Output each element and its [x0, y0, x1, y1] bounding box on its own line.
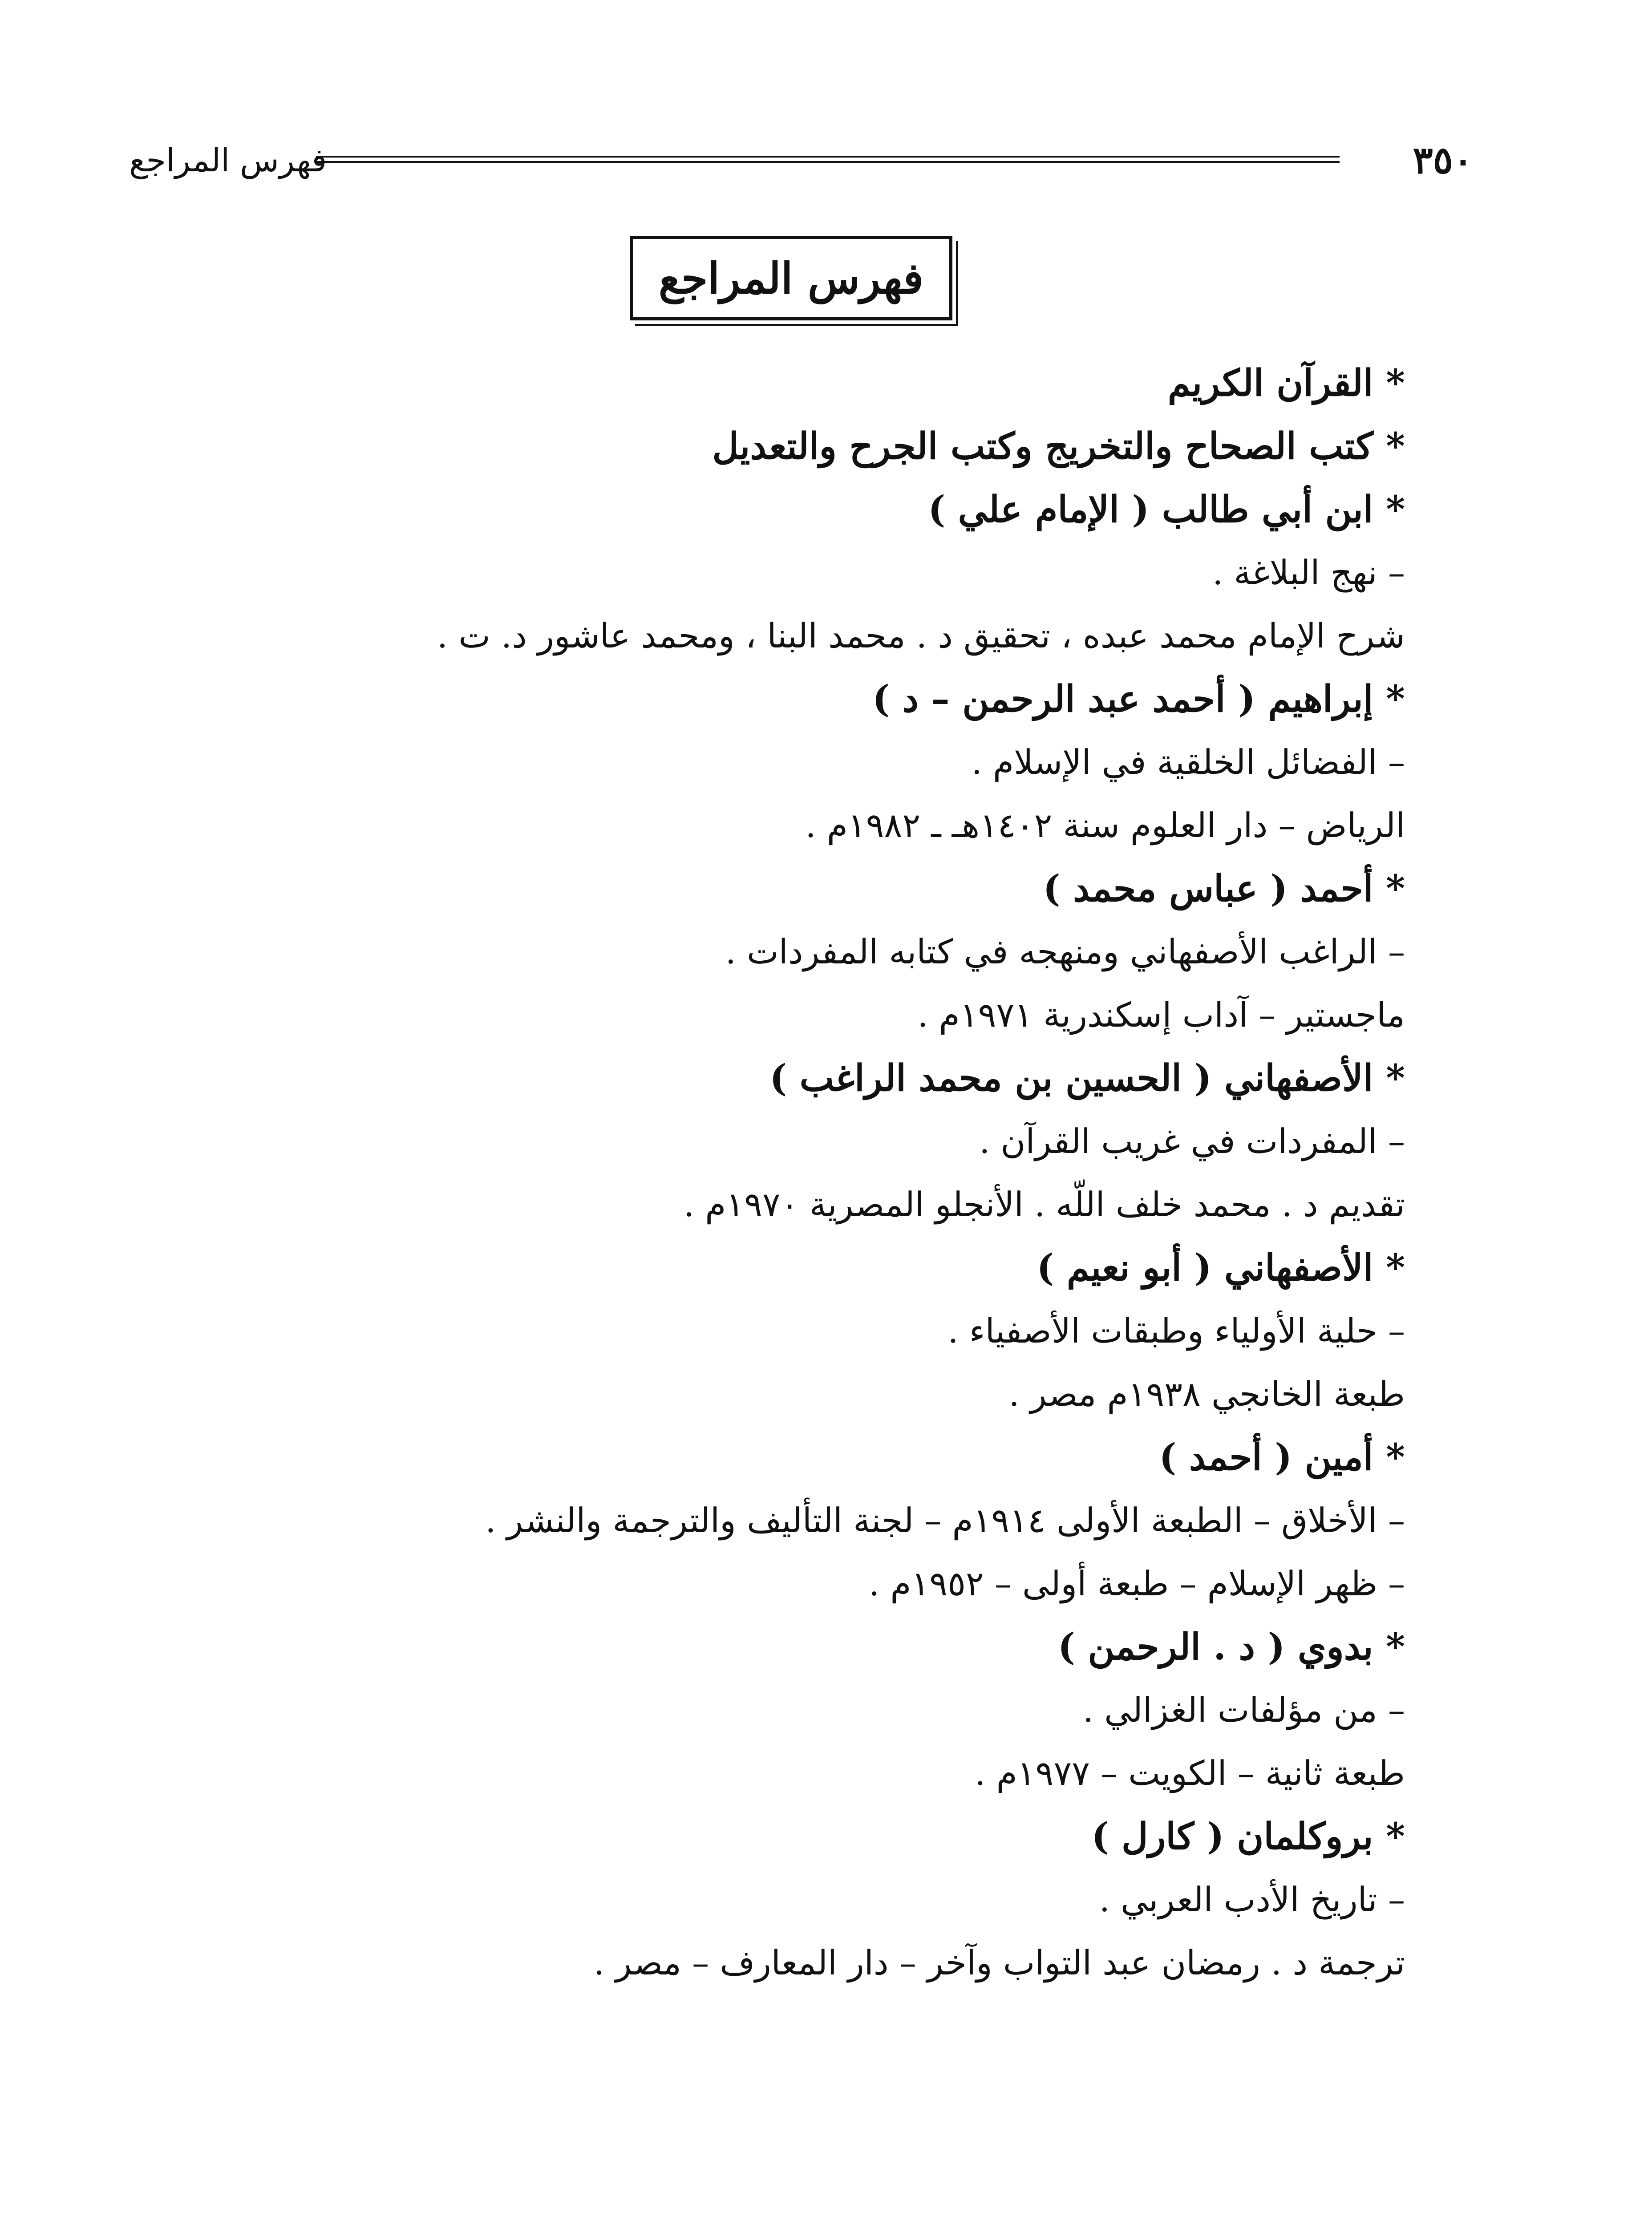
reference-author-heading: * ابن أبي طالب ( الإمام علي ) — [928, 488, 1405, 531]
reference-detail-line: – المفردات في غريب القرآن . — [979, 1121, 1405, 1161]
reference-detail-line: طبعة ثانية – الكويت – ١٩٧٧م . — [975, 1753, 1405, 1793]
running-title: فهرس المراجع — [129, 142, 327, 179]
reference-detail-line: – الأخلاق – الطبعة الأولى ١٩١٤م – لجنة التأليف والترجمة والنشر . — [485, 1501, 1405, 1540]
reference-detail-line: ماجستير – آداب إسكندرية ١٩٧١م . — [917, 995, 1405, 1035]
header-double-rule — [316, 156, 1340, 163]
running-header — [129, 134, 1473, 187]
reference-author-heading: * إبراهيم ( أحمد عبد الرحمن – د ) — [872, 678, 1405, 720]
reference-detail-line: الرياض – دار العلوم سنة ١٤٠٢هـ ـ ١٩٨٢م . — [805, 805, 1405, 845]
reference-list — [181, 352, 1405, 1994]
reference-detail-line: – نهج البلاغة . — [1212, 553, 1405, 592]
section-title-box — [630, 236, 952, 320]
reference-author-heading: * بروكلمان ( كارل ) — [1091, 1815, 1405, 1858]
reference-detail-line: شرح الإمام محمد عبده ، تحقيق د . محمد البنا ، ومحمد عاشور د. ت . — [437, 616, 1405, 655]
reference-author-heading: * الأصفهاني ( أبو نعيم ) — [1037, 1246, 1405, 1289]
section-title: فهرس المراجع — [658, 253, 924, 303]
reference-detail-line: – ظهر الإسلام – طبعة أولى – ١٩٥٢م . — [869, 1564, 1405, 1603]
reference-detail-line: – الفضائل الخلقية في الإسلام . — [971, 742, 1405, 782]
reference-detail-line: – من مؤلفات الغزالي . — [1082, 1690, 1405, 1730]
reference-detail-line: طبعة الخانجي ١٩٣٨م مصر . — [1008, 1374, 1405, 1414]
reference-detail-line: – تاريخ الأدب العربي . — [1099, 1880, 1405, 1919]
reference-detail-line: ترجمة د . رمضان عبد التواب وآخر – دار المعارف – مصر . — [594, 1943, 1405, 1982]
page-number: ٣٥٠ — [1413, 138, 1473, 182]
reference-author-heading: * بدوي ( د . الرحمن ) — [1057, 1626, 1405, 1668]
reference-author-heading: * كتب الصحاح والتخريج وكتب الجرح والتعديل — [712, 425, 1405, 468]
reference-detail-line: – حلية الأولياء وطبقات الأصفياء . — [947, 1311, 1405, 1351]
reference-author-heading: * القرآن الكريم — [1167, 362, 1405, 405]
reference-author-heading: * الأصفهاني ( الحسين بن محمد الراغب ) — [769, 1057, 1405, 1100]
reference-detail-line: تقديم د . محمد خلف اللّه . الأنجلو المصرية ١٩٧٠م . — [683, 1185, 1405, 1224]
reference-author-heading: * أحمد ( عباس محمد ) — [1043, 867, 1405, 910]
reference-author-heading: * أمين ( أحمد ) — [1159, 1436, 1405, 1479]
reference-detail-line: – الراغب الأصفهاني ومنهجه في كتابه المفردات . — [725, 932, 1405, 971]
